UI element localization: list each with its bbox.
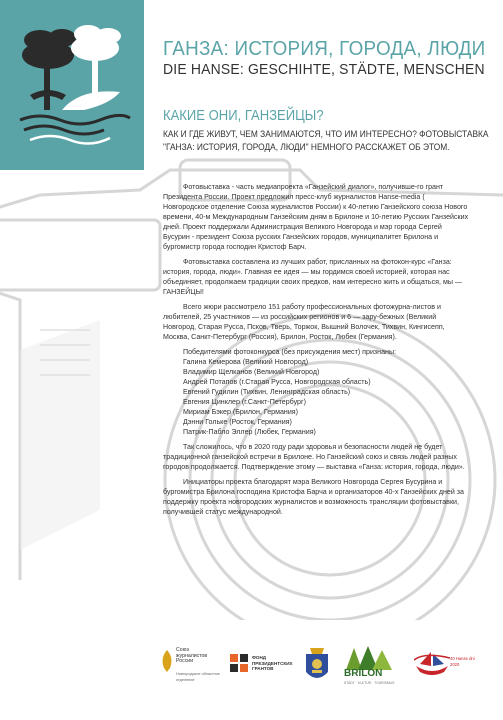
partner-logos — [150, 642, 495, 700]
list-item: Евгения Цинклер (г.Санкт-Петербург) — [183, 398, 306, 406]
novgorod-coat-of-arms — [302, 642, 338, 696]
paragraph-2: Фотовыставка составлена из лучших работ, присланных на фотокон-курс «Ганза: история, города, люди». Главная ее идея — мы гордимся своей историей, которая нас объединяет, продолжаем традиции своих предков, нам интересно жить и общаться, мы — ГАНЗЕЙЦЫ! — [163, 258, 462, 296]
union-sub: Новгородское областное отделение — [176, 672, 220, 682]
list-item: Евгений Гудилин (Тихвин, Ленинградская область) — [183, 388, 351, 396]
brilon-sub: STADT · KULTUR · TOURISMUS — [344, 681, 395, 685]
page-subtitle: DIE HANSE: GESCHIHTE, STÄDTE, MENSCHEN — [163, 61, 485, 78]
list-item: Патрик-Пабло Эллер (Любек, Германия) — [183, 428, 316, 436]
brilon-name: BRILON — [344, 668, 383, 679]
paragraph-5: Инициаторы проекта благодарят мэра Великого Новгорода Сергея Бусурина и бургомистра Брилона господина Кристофа Барча и организаторов 40-х Ганзейских дней за поддержку проекта новгородских журналистов и возможность трансляции фотовыставки, получившей статус международной. — [163, 478, 464, 516]
list-item: Галина Кемерова (Великий Новгород) — [183, 358, 309, 366]
paragraph-4: Так сложилось, что в 2020 году ради здоровья и безопасности людей не будет традиционной ганзейской встречи в Брилоне. Но Ганзейский союз и связь людей разных городов продолжается. Подтверждение этому — выставка «Ганза: история, города, люди». — [163, 443, 465, 471]
section-subheading: КАК И ГДЕ ЖИВУТ, ЧЕМ ЗАНИМАЮТСЯ, ЧТО ИМ ИНТЕРЕСНО? ФОТОВЫСТАВКА "ГАНЗА: ИСТОРИЯ, ГОРОДА, ЛЮДИ" НЕМНОГО РАССКАЖЕТ ОБ ЭТОМ. — [163, 129, 489, 152]
list-item: Дэнни Гольке (Росток, Германия) — [183, 418, 292, 426]
brilon-logo — [340, 642, 400, 696]
hanse-days-label: 40 Hanse dni 2020 — [450, 656, 475, 667]
coat-of-arms-icon — [302, 646, 332, 686]
article-body — [163, 182, 469, 522]
brilon-trees-icon — [342, 646, 398, 670]
section-heading: КАКИЕ ОНИ, ГАНЗЕЙЦЫ? — [163, 108, 324, 124]
title-area — [163, 38, 493, 80]
winners-lead: Победителями фотоконкурса (без присуждения мест) признаны: — [183, 348, 397, 356]
paragraph-1: Фотовыставка - часть медиапроекта «Ганзейский диалог», получивше-го грант Президента России. Проект предложил пресс-клуб журналистов Hanse-media ( Новгородское отделение Союза журналистов России) к 40-летию Ганзейского союза Нового времени, 40-м Международным Ганзейским дням в Брилоне и 10-летию Русских Ганзейских дней. Проект поддержали Администрация Великого Новгорода и мэр города Сергей Бусурин - президент Союза русских Ганзейских городов, муниципалитет Брилона и бургомистр города господин Кристоф Барч. — [163, 183, 469, 251]
presidential-grants-logo — [230, 642, 293, 696]
journalists-union-logo — [160, 642, 220, 696]
fund-name: ФОНД ПРЕЗИДЕНТСКИХ ГРАНТОВ — [252, 655, 293, 672]
list-item: Мириам Бэкер (Брилон, Германия) — [183, 408, 299, 416]
list-item: Владимир Щелканов (Великий Новгород) — [183, 368, 320, 376]
paragraph-3: Всего жюри рассмотрело 151 работу профессиональных фотожурна-листов и любителей, 25 участников — из российских регионов и 6 — зару-бежных (Великий Новгород, Старая Русса, Псков, Тверь, Торжок, Вышний Волочек, Тихвин, Кингисепп, Москва, Санкт-Петербург (Россия), Брилон, Росток, Любек (Германия). — [163, 303, 445, 341]
hanse-tree-logo-icon — [0, 0, 144, 170]
hanse-days-logo — [414, 642, 484, 696]
list-item: Андрей Потапов (г.Старая Русса, Новгородская область) — [183, 378, 371, 386]
pen-icon — [160, 650, 174, 672]
winners-list — [163, 347, 469, 437]
ship-icon — [414, 650, 450, 676]
grant-fund-icon — [230, 654, 250, 672]
page-title: ГАНЗА: ИСТОРИЯ, ГОРОДА, ЛЮДИ — [163, 37, 486, 60]
union-name: Союз журналистов России — [176, 647, 208, 665]
logo-panel — [0, 0, 144, 170]
